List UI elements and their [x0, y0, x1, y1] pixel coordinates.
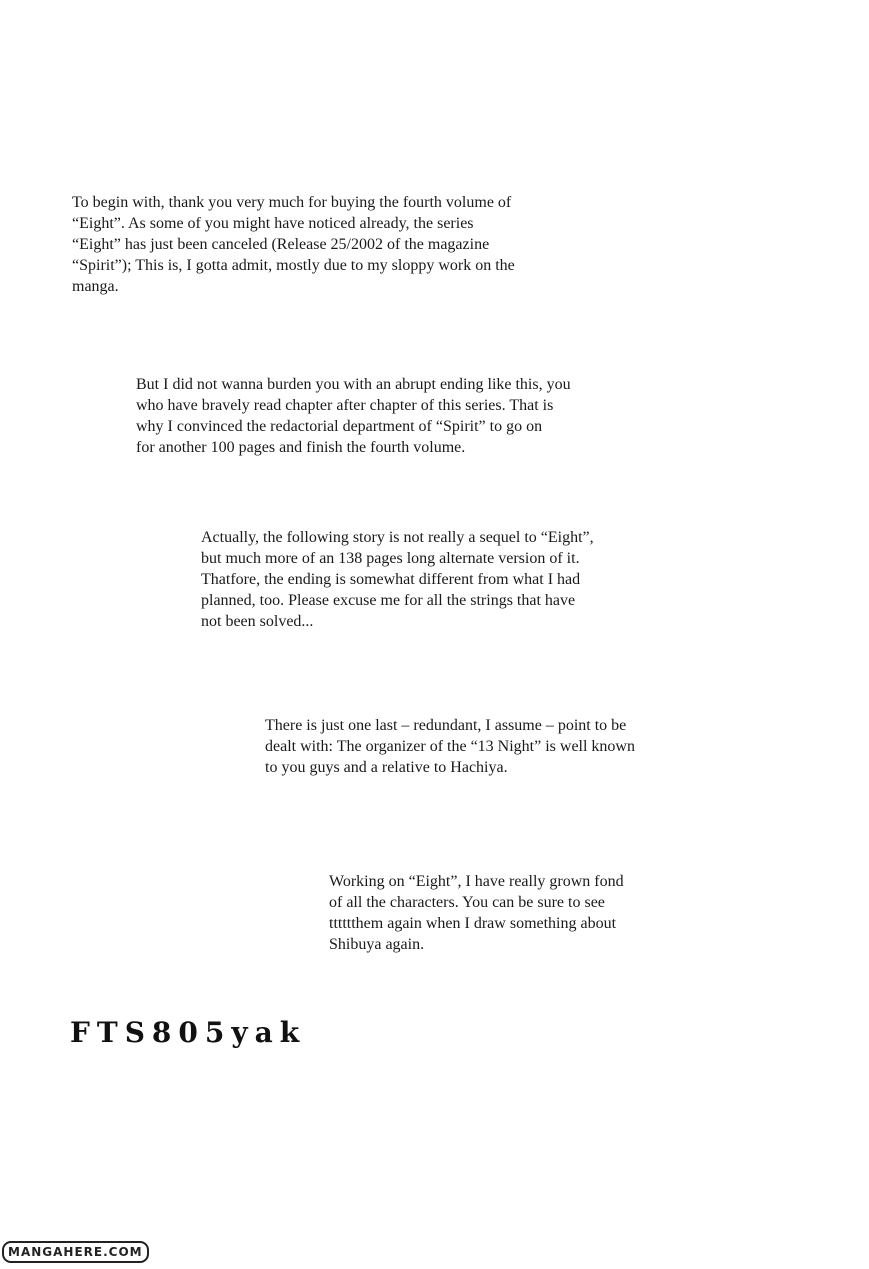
- paragraph-line: dealt with: The organizer of the “13 Night” is well known: [265, 738, 635, 755]
- paragraph-line: not been solved...: [201, 613, 314, 630]
- paragraph-alternate-version: [201, 527, 594, 632]
- paragraph-line: tttttthem again when I draw something about: [329, 915, 617, 932]
- paragraph-line: There is just one last – redundant, I assume – point to be: [265, 717, 627, 734]
- paragraph-line: for another 100 pages and finish the fourth volume.: [136, 439, 466, 456]
- paragraph-line: to you guys and a relative to Hachiya.: [265, 759, 508, 776]
- site-watermark: MANGAHERE.COM: [2, 1241, 149, 1263]
- paragraph-line: manga.: [72, 278, 119, 295]
- paragraph-line: Thatfore, the ending is somewhat different from what I had: [201, 571, 581, 588]
- paragraph-line: Working on “Eight”, I have really grown fond: [329, 873, 624, 890]
- paragraph-intro: [72, 192, 515, 297]
- author-signature: FTS805yak: [70, 1016, 307, 1049]
- paragraph-line: “Eight”. As some of you might have noticed already, the series: [72, 215, 474, 232]
- paragraph-line: “Spirit”); This is, I gotta admit, mostly due to my sloppy work on the: [72, 257, 515, 274]
- paragraph-line: Shibuya again.: [329, 936, 425, 953]
- paragraph-line: but much more of an 138 pages long alternate version of it.: [201, 550, 580, 567]
- paragraph-line: “Eight” has just been canceled (Release 25/2002 of the magazine: [72, 236, 490, 253]
- paragraph-organizer: [265, 715, 635, 778]
- paragraph-line: of all the characters. You can be sure to see: [329, 894, 605, 911]
- paragraph-line: Actually, the following story is not really a sequel to “Eight”,: [201, 529, 594, 546]
- paragraph-line: To begin with, thank you very much for buying the fourth volume of: [72, 194, 512, 211]
- paragraph-line: who have bravely read chapter after chapter of this series. That is: [136, 397, 554, 414]
- paragraph-closing: [329, 871, 624, 955]
- paragraph-line: But I did not wanna burden you with an abrupt ending like this, you: [136, 376, 571, 393]
- paragraph-line: planned, too. Please excuse me for all the strings that have: [201, 592, 576, 609]
- paragraph-line: why I convinced the redactorial department of “Spirit” to go on: [136, 418, 543, 435]
- paragraph-burden: [136, 374, 571, 458]
